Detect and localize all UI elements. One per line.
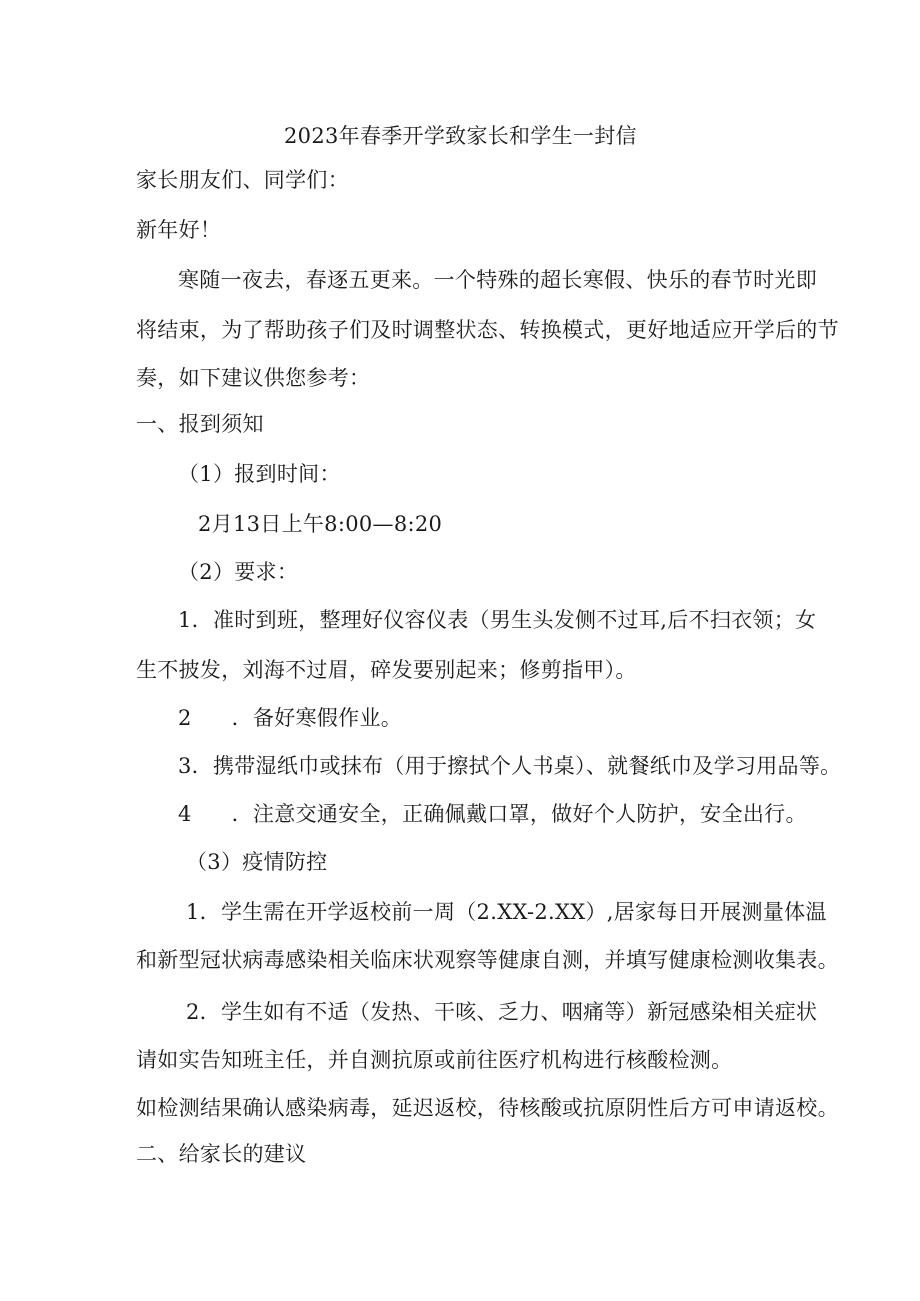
intro-line-2: 将结束，为了帮助孩子们及时调整状态、转换模式，更好地适应开学后的节 (136, 318, 839, 342)
requirement-3: 3．携带湿纸巾或抹布（用于擦拭个人书桌）、就餐纸巾及学习用品等。 (178, 754, 842, 778)
requirement-1-line-2: 生不披发，刘海不过眉，碎发要别起来；修剪指甲）。 (136, 658, 637, 682)
epidemic-2-line-2: 请如实告知班主任，并自测抗原或前往医疗机构进行核酸检测。 (136, 1048, 733, 1072)
epidemic-label: （3）疫情防控 (186, 850, 328, 874)
requirement-4-number: 4 (178, 802, 192, 826)
epidemic-2-line-1: 2．学生如有不适（发热、干咳、乏力、咽痛等）新冠感染相关症状 (186, 1000, 818, 1024)
epidemic-1-line-2: 和新型冠状病毒感染相关临床状观察等健康自测，并填写健康检测收集表。 (136, 948, 839, 972)
report-time-label: （1）报到时间： (178, 462, 341, 486)
document-title: 2023年春季开学致家长和学生一封信 (284, 124, 637, 148)
epidemic-2-line-3: 如检测结果确认感染病毒，延迟返校，待核酸或抗原阴性后方可申请返校。 (136, 1096, 839, 1120)
epidemic-1-line-1: 1．学生需在开学返校前一周（2.XX-2.XX）,居家每日开展测量体温 (186, 900, 827, 924)
requirement-2 (178, 704, 402, 732)
requirement-4 (178, 800, 807, 828)
greeting: 新年好！ (136, 218, 222, 242)
requirement-1-line-1: 1．准时到班，整理好仪容仪表（男生头发侧不过耳,后不扫衣领；女 (178, 608, 817, 632)
intro-line-1: 寒随一夜去，春逐五更来。一个特殊的超长寒假、快乐的春节时光即 (178, 268, 817, 292)
section-2-heading: 二、给家长的建议 (136, 1142, 307, 1166)
requirement-4-text: ．注意交通安全，正确佩戴口罩，做好个人防护，安全出行。 (231, 802, 807, 826)
requirements-label: （2）要求： (178, 560, 299, 584)
salutation: 家长朋友们、同学们： (136, 168, 349, 192)
section-1-heading: 一、报到须知 (136, 412, 264, 436)
requirement-2-number: 2 (178, 706, 192, 730)
report-time-value: 2月13日上午8:00—8:20 (198, 512, 443, 536)
requirement-2-text: ．备好寒假作业。 (231, 706, 403, 730)
intro-line-3: 奏，如下建议供您参考： (136, 366, 371, 390)
